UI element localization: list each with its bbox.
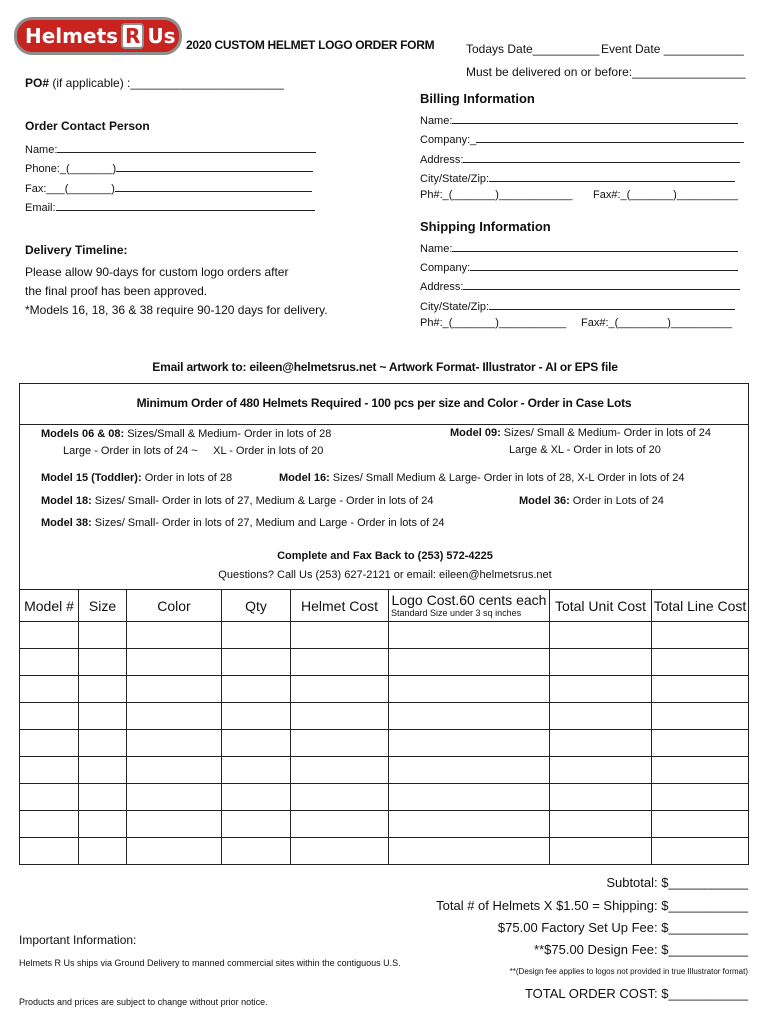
- table-row: [20, 811, 749, 838]
- logo-text-right: Us: [147, 24, 176, 48]
- setup-fee-field[interactable]: $75.00 Factory Set Up Fee: $___________: [497, 920, 748, 935]
- col-header-total-unit-cost: Total Unit Cost: [550, 590, 652, 622]
- delivery-heading: Delivery Timeline:: [25, 243, 128, 257]
- cell-total-line-cost[interactable]: [652, 622, 749, 649]
- model-36-line: [519, 495, 664, 507]
- col-header-size: Size: [79, 590, 127, 622]
- cell-size[interactable]: [79, 784, 127, 811]
- logo-text-r: R: [121, 23, 144, 49]
- cell-total-unit-cost[interactable]: [550, 649, 652, 676]
- contact-phone-field[interactable]: [25, 160, 313, 175]
- cell-model[interactable]: [20, 676, 79, 703]
- col-header-qty: Qty: [222, 590, 291, 622]
- cell-total-unit-cost[interactable]: [550, 811, 652, 838]
- cell-color[interactable]: [127, 676, 222, 703]
- cell-size[interactable]: [79, 757, 127, 784]
- model-09-sizes: Sizes/ Small & Medium- Order in lots of 24: [500, 427, 712, 439]
- billing-city-label: City/State/Zip:: [420, 173, 490, 185]
- cell-qty[interactable]: [222, 838, 291, 865]
- cell-color[interactable]: [127, 784, 222, 811]
- table-row: [20, 649, 749, 676]
- col-header-model: Model #: [20, 590, 79, 622]
- contact-email-field[interactable]: [25, 199, 315, 214]
- cell-helmet-cost[interactable]: [291, 622, 389, 649]
- billing-name-field[interactable]: [420, 112, 738, 127]
- cell-model[interactable]: [20, 649, 79, 676]
- cell-logo-cost[interactable]: [389, 676, 550, 703]
- model-38-line: [41, 517, 445, 529]
- cell-total-line-cost[interactable]: [652, 838, 749, 865]
- todays-date-field[interactable]: Todays Date__________: [466, 42, 600, 56]
- cell-qty[interactable]: [222, 622, 291, 649]
- model-38-label: Model 38:: [41, 517, 92, 529]
- model-0608-sizes: Sizes/Small & Medium- Order in lots of 28: [124, 428, 332, 440]
- logo-cost-sub: Standard Size under 3 sq inches: [391, 608, 522, 618]
- cell-total-line-cost[interactable]: [652, 703, 749, 730]
- cell-logo-cost[interactable]: [389, 784, 550, 811]
- shipping-city-label: City/State/Zip:: [420, 301, 490, 313]
- model-18-lots: Sizes/ Small- Order in lots of 27, Medium & Large - Order in lots of 24: [91, 495, 434, 507]
- cell-logo-cost[interactable]: [389, 730, 550, 757]
- shipping-address-field[interactable]: [420, 278, 740, 293]
- design-fee-note: **(Design fee applies to logos not provided in true Illustrator format): [509, 967, 748, 976]
- contact-heading: Order Contact Person: [25, 119, 150, 133]
- shipping-address-label: Address:: [420, 281, 464, 293]
- delivery-line-2: the final proof has been approved.: [25, 284, 208, 298]
- po-field[interactable]: [25, 76, 284, 90]
- cell-logo-cost[interactable]: [389, 811, 550, 838]
- cell-helmet-cost[interactable]: [291, 676, 389, 703]
- billing-phone-field[interactable]: Ph#:_(_______)____________: [420, 189, 573, 201]
- cell-qty[interactable]: [222, 676, 291, 703]
- contact-fax-label: Fax:___(_______): [25, 183, 115, 195]
- cell-qty[interactable]: [222, 730, 291, 757]
- cell-total-line-cost[interactable]: [652, 757, 749, 784]
- cell-model[interactable]: [20, 811, 79, 838]
- billing-heading: Billing Information: [420, 91, 535, 106]
- billing-city-field[interactable]: [420, 170, 735, 185]
- col-header-helmet-cost: Helmet Cost: [291, 590, 389, 622]
- cell-helmet-cost[interactable]: [291, 757, 389, 784]
- cell-model[interactable]: [20, 622, 79, 649]
- cell-total-line-cost[interactable]: [652, 649, 749, 676]
- cell-color[interactable]: [127, 811, 222, 838]
- cell-model[interactable]: [20, 703, 79, 730]
- cell-color[interactable]: [127, 757, 222, 784]
- cell-total-unit-cost[interactable]: [550, 757, 652, 784]
- questions-text: Questions? Call Us (253) 627-2121 or email: eileen@helmetsrus.net: [218, 569, 552, 581]
- cell-model[interactable]: [20, 838, 79, 865]
- cell-qty[interactable]: [222, 649, 291, 676]
- model-15-lots: Order in lots of 28: [141, 472, 233, 484]
- model-36-lots: Order in Lots of 24: [569, 495, 664, 507]
- design-fee-field[interactable]: **$75.00 Design Fee: $___________: [534, 942, 748, 957]
- artwork-instructions: Email artwork to: eileen@helmetsrus.net ~ Artwork Format- Illustrator - AI or EPS file: [152, 360, 618, 374]
- shipping-city-field[interactable]: [420, 298, 735, 313]
- shipping-name-field[interactable]: [420, 240, 738, 255]
- shipping-company-field[interactable]: [420, 259, 738, 274]
- table-row: [20, 757, 749, 784]
- billing-address-label: Address:: [420, 154, 464, 166]
- cell-size[interactable]: [79, 649, 127, 676]
- minimum-order-text: Minimum Order of 480 Helmets Required - 100 pcs per size and Color - Order in Case Lots: [136, 396, 632, 410]
- shipping-heading: Shipping Information: [420, 219, 551, 234]
- cell-size[interactable]: [79, 622, 127, 649]
- model-16-label: Model 16:: [279, 472, 330, 484]
- cell-helmet-cost[interactable]: [291, 784, 389, 811]
- cell-logo-cost[interactable]: [389, 703, 550, 730]
- cell-helmet-cost[interactable]: [291, 649, 389, 676]
- subtotal-field[interactable]: Subtotal: $___________: [606, 875, 748, 890]
- order-table: [19, 589, 749, 865]
- cell-qty[interactable]: [222, 784, 291, 811]
- cell-size[interactable]: [79, 676, 127, 703]
- contact-phone-label: Phone:_(_______): [25, 163, 117, 175]
- billing-fax-field[interactable]: Fax#:_(_______)__________: [593, 189, 738, 201]
- model-18-label: Model 18:: [41, 495, 92, 507]
- cell-total-unit-cost[interactable]: [550, 838, 652, 865]
- cell-color[interactable]: [127, 622, 222, 649]
- order-table-header-row: [20, 590, 749, 622]
- cell-size[interactable]: [79, 838, 127, 865]
- cell-model[interactable]: [20, 730, 79, 757]
- model-15-label: Model 15 (Toddler):: [41, 472, 142, 484]
- cell-total-line-cost[interactable]: [652, 676, 749, 703]
- cell-logo-cost[interactable]: [389, 649, 550, 676]
- prices-note: Products and prices are subject to change without prior notice.: [19, 997, 268, 1007]
- contact-name-field[interactable]: [25, 141, 316, 156]
- po-label: PO#: [25, 76, 50, 90]
- billing-company-label: Company:_: [420, 134, 477, 146]
- logo-text-left: Helmets: [25, 24, 119, 48]
- cell-color[interactable]: [127, 730, 222, 757]
- model-36-label: Model 36:: [519, 495, 570, 507]
- shipping-fax-field[interactable]: Fax#:_(________)__________: [581, 317, 733, 329]
- cell-logo-cost[interactable]: [389, 838, 550, 865]
- model-16-line: [279, 472, 685, 484]
- billing-name-label: Name:: [420, 115, 453, 127]
- cell-total-line-cost[interactable]: [652, 811, 749, 838]
- model-16-lots: Sizes/ Small Medium & Large- Order in lots of 28, X-L Order in lots of 24: [329, 472, 685, 484]
- ground-delivery-note: Helmets R Us ships via Ground Delivery to manned commercial sites within the contiguous U.S.: [19, 958, 401, 968]
- helmets-r-us-logo: [14, 17, 182, 55]
- cell-qty[interactable]: [222, 703, 291, 730]
- contact-name-label: Name:: [25, 144, 58, 156]
- table-row: [20, 784, 749, 811]
- cell-helmet-cost[interactable]: [291, 838, 389, 865]
- cell-size[interactable]: [79, 811, 127, 838]
- table-row: [20, 622, 749, 649]
- deliver-before-field[interactable]: Must be delivered on or before:_________________: [466, 65, 746, 79]
- model-38-lots: Sizes/ Small- Order in lots of 27, Medium and Large - Order in lots of 24: [91, 517, 445, 529]
- col-header-color: Color: [127, 590, 222, 622]
- cell-model[interactable]: [20, 784, 79, 811]
- shipping-phone-field[interactable]: Ph#:_(_______)___________: [420, 317, 567, 329]
- cell-color[interactable]: [127, 649, 222, 676]
- form-title: 2020 CUSTOM HELMET LOGO ORDER FORM: [186, 38, 435, 52]
- model-09-line-2: Large & XL - Order in lots of 20: [509, 444, 661, 456]
- table-row: [20, 676, 749, 703]
- cell-qty[interactable]: [222, 757, 291, 784]
- cell-total-line-cost[interactable]: [652, 784, 749, 811]
- model-15-line: [41, 472, 232, 484]
- cell-total-unit-cost[interactable]: [550, 676, 652, 703]
- col-header-total-line-cost: Total Line Cost: [652, 590, 749, 622]
- cell-logo-cost[interactable]: [389, 622, 550, 649]
- model-18-line: [41, 495, 433, 507]
- model-0608-line-2: Large - Order in lots of 24 ~ XL - Order in lots of 20: [63, 445, 324, 457]
- col-header-logo-cost: [389, 590, 550, 622]
- delivery-line-3: *Models 16, 18, 36 & 38 require 90-120 days for delivery.: [25, 303, 328, 317]
- cell-size[interactable]: [79, 703, 127, 730]
- cell-size[interactable]: [79, 730, 127, 757]
- table-row: [20, 703, 749, 730]
- cell-total-unit-cost[interactable]: [550, 622, 652, 649]
- cell-total-unit-cost[interactable]: [550, 784, 652, 811]
- model-09-line-1: [450, 427, 711, 439]
- model-09-label: Model 09:: [450, 427, 501, 439]
- shipping-company-label: Company:: [420, 262, 471, 274]
- cell-total-unit-cost[interactable]: [550, 703, 652, 730]
- model-0608-line-1: [41, 428, 331, 440]
- po-sub: (if applicable) :_______________________: [49, 76, 284, 90]
- minimum-order-box: [19, 383, 749, 425]
- contact-fax-field[interactable]: [25, 180, 312, 195]
- billing-company-field[interactable]: [420, 131, 744, 146]
- model-0608-label: Models 06 & 08:: [41, 428, 125, 440]
- important-info-heading: Important Information:: [19, 933, 137, 947]
- cell-model[interactable]: [20, 757, 79, 784]
- event-date-field[interactable]: Event Date ____________: [601, 42, 744, 56]
- cell-helmet-cost[interactable]: [291, 730, 389, 757]
- cell-total-unit-cost[interactable]: [550, 730, 652, 757]
- total-order-cost-field[interactable]: TOTAL ORDER COST: $___________: [524, 986, 748, 1001]
- cell-color[interactable]: [127, 703, 222, 730]
- cell-helmet-cost[interactable]: [291, 703, 389, 730]
- table-row: [20, 730, 749, 757]
- cell-total-line-cost[interactable]: [652, 730, 749, 757]
- shipping-total-field[interactable]: Total # of Helmets X $1.50 = Shipping: $___________: [436, 898, 748, 913]
- fax-back-text: Complete and Fax Back to (253) 572-4225: [277, 550, 493, 562]
- table-row: [20, 838, 749, 865]
- cell-helmet-cost[interactable]: [291, 811, 389, 838]
- billing-address-field[interactable]: [420, 151, 740, 166]
- cell-color[interactable]: [127, 838, 222, 865]
- contact-email-label: Email:: [25, 202, 56, 214]
- shipping-name-label: Name:: [420, 243, 453, 255]
- delivery-line-1: Please allow 90-days for custom logo orders after: [25, 265, 289, 279]
- logo-cost-label: Logo Cost.60 cents each: [391, 592, 547, 608]
- cell-qty[interactable]: [222, 811, 291, 838]
- cell-logo-cost[interactable]: [389, 757, 550, 784]
